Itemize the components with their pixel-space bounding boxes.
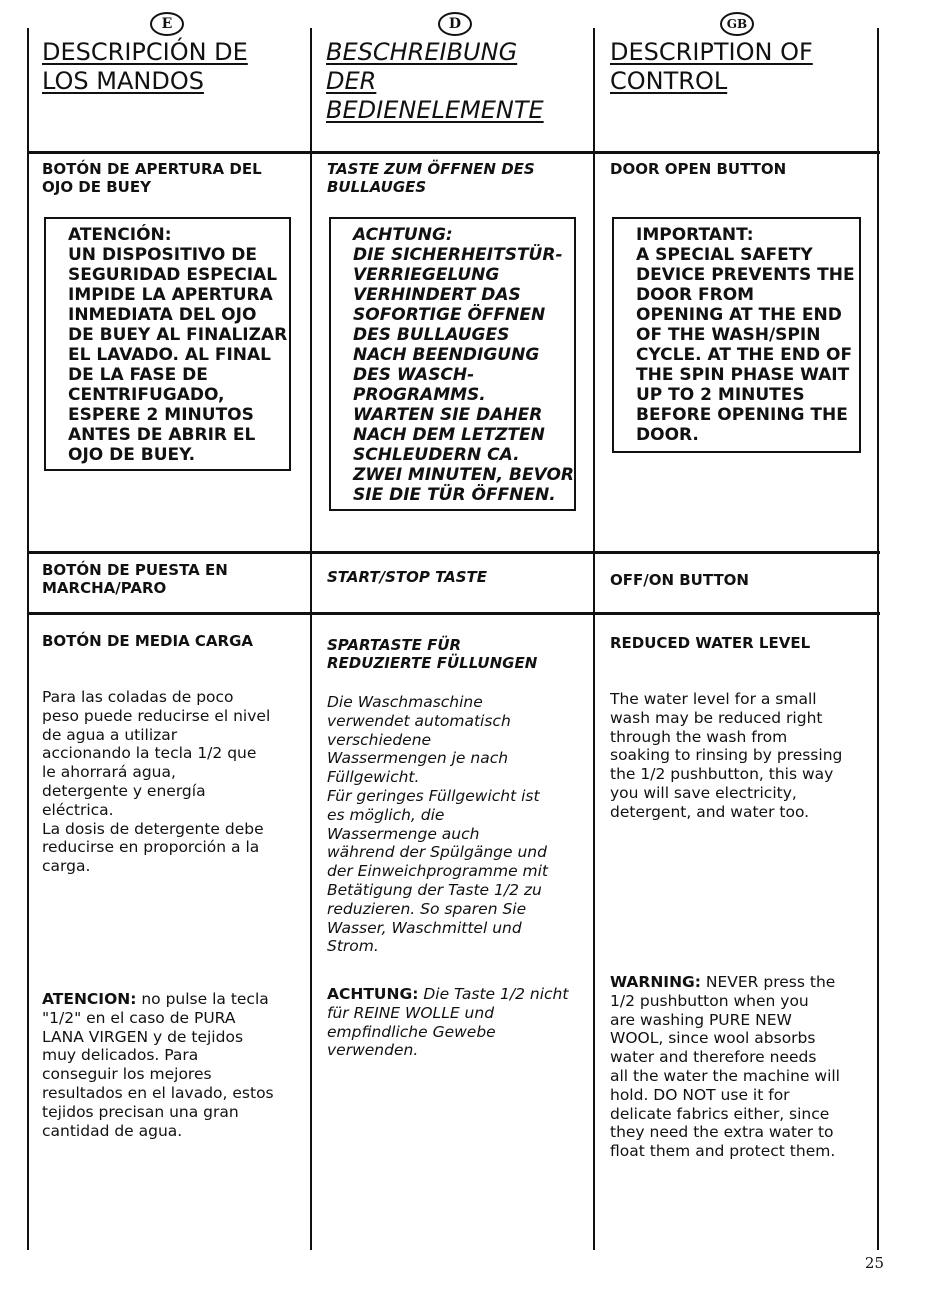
column-title: BESCHREIBUNG DER BEDIENELEMENTE — [326, 38, 544, 124]
door-warning-box: ACHTUNG: DIE SICHERHEITSTÜR- VERRIEGELUNG VERHINDERT DAS SOFORTIGE ÖFFNEN DES BULLAUGES NACH BEENDIGUNG DES WASCH- PROGRAMMS. WARTEN SIE DAHER NACH DEM LETZTEN SCHLEUDERN CA. ZWEI MINUTEN, BEVOR SIE DIE TÜR ÖFFNEN. — [329, 217, 576, 511]
half-load-heading: REDUCED WATER LEVEL — [610, 634, 811, 652]
column-title: DESCRIPCIÓN DE LOS MANDOS — [42, 38, 248, 95]
column-divider-right — [877, 28, 879, 1250]
warning-label: ACHTUNG: — [327, 985, 419, 1003]
start-button-heading: BOTÓN DE PUESTA EN MARCHA/PARO — [42, 561, 228, 597]
page-number: 25 — [864, 1254, 884, 1272]
door-warning-box: ATENCIÓN: UN DISPOSITIVO DE SEGURIDAD ESPECIAL IMPIDE LA APERTURA INMEDIATA DEL OJO DE BUEY AL FINALIZAR EL LAVADO. AL FINAL DE LA FASE DE CENTRIFUGADO, ESPERE 2 MINUTOS ANTES DE ABRIR EL OJO DE BUEY. — [44, 217, 291, 471]
language-badge-gb: GB — [720, 12, 754, 36]
door-section-separator — [28, 551, 880, 554]
door-button-heading: BOTÓN DE APERTURA DEL OJO DE BUEY — [42, 160, 262, 196]
door-button-heading: DOOR OPEN BUTTON — [610, 160, 787, 178]
start-button-heading: OFF/ON BUTTON — [610, 571, 749, 589]
wool-warning-text: ACHTUNG: Die Taste 1/2 nicht für REINE WOLLE und empfindliche Gewebe verwenden. — [327, 985, 569, 1060]
wool-warning-text: WARNING: NEVER press the 1/2 pushbutton when you are washing PURE NEW WOOL, since wool absorbs water and therefore needs all the water the machine will hold. DO NOT use it for delicate fabrics either, since they need the extra water to float them and protect them. — [610, 973, 840, 1161]
half-load-text: Para las coladas de poco peso puede reducirse el nivel de agua a utilizar accionando la tecla 1/2 que le ahorrará agua, detergente y energía eléctrica. La dosis de detergente debe reducirse en proporción a la carga. — [42, 688, 271, 876]
column-divider-mid2 — [593, 28, 595, 1250]
half-load-heading: BOTÓN DE MEDIA CARGA — [42, 632, 253, 650]
column-title: DESCRIPTION OF CONTROL — [610, 38, 813, 95]
door-warning-box: IMPORTANT: A SPECIAL SAFETY DEVICE PREVENTS THE DOOR FROM OPENING AT THE END OF THE WASH/SPIN CYCLE. AT THE END OF THE SPIN PHASE WAIT UP TO 2 MINUTES BEFORE OPENING THE DOOR. — [612, 217, 861, 453]
language-badge-d: D — [438, 12, 472, 36]
warning-label: WARNING: — [610, 973, 701, 991]
column-divider-left — [27, 28, 29, 1250]
half-load-text: Die Waschmaschine verwendet automatisch verschiedene Wassermengen je nach Füllgewicht. Für geringes Füllgewicht ist es möglich, die Wassermenge auch während der Spülgänge und der Einweichprogramme mit Betätigung der Taste 1/2 zu reduzieren. So sparen Sie Wasser, Waschmittel und Strom. — [327, 693, 549, 956]
header-separator — [28, 151, 880, 154]
column-divider-mid1 — [310, 28, 312, 1250]
start-section-separator — [28, 612, 880, 615]
door-button-heading: TASTE ZUM ÖFFNEN DES BULLAUGES — [327, 160, 535, 196]
wool-warning-text: ATENCION: no pulse la tecla "1/2" en el caso de PURA LANA VIRGEN y de tejidos muy delicados. Para conseguir los mejores resultados en el lavado, estos tejidos precisan una gran cantidad de agua. — [42, 990, 274, 1140]
language-badge-e: E — [150, 12, 184, 36]
start-button-heading: START/STOP TASTE — [327, 568, 488, 586]
half-load-heading: SPARTASTE FÜR REDUZIERTE FÜLLUNGEN — [327, 636, 538, 672]
half-load-text: The water level for a small wash may be reduced right through the wash from soaking to rinsing by pressing the 1/2 pushbutton, this way you will save electricity, detergent, and water too. — [610, 690, 843, 821]
warning-label: ATENCION: — [42, 990, 137, 1008]
